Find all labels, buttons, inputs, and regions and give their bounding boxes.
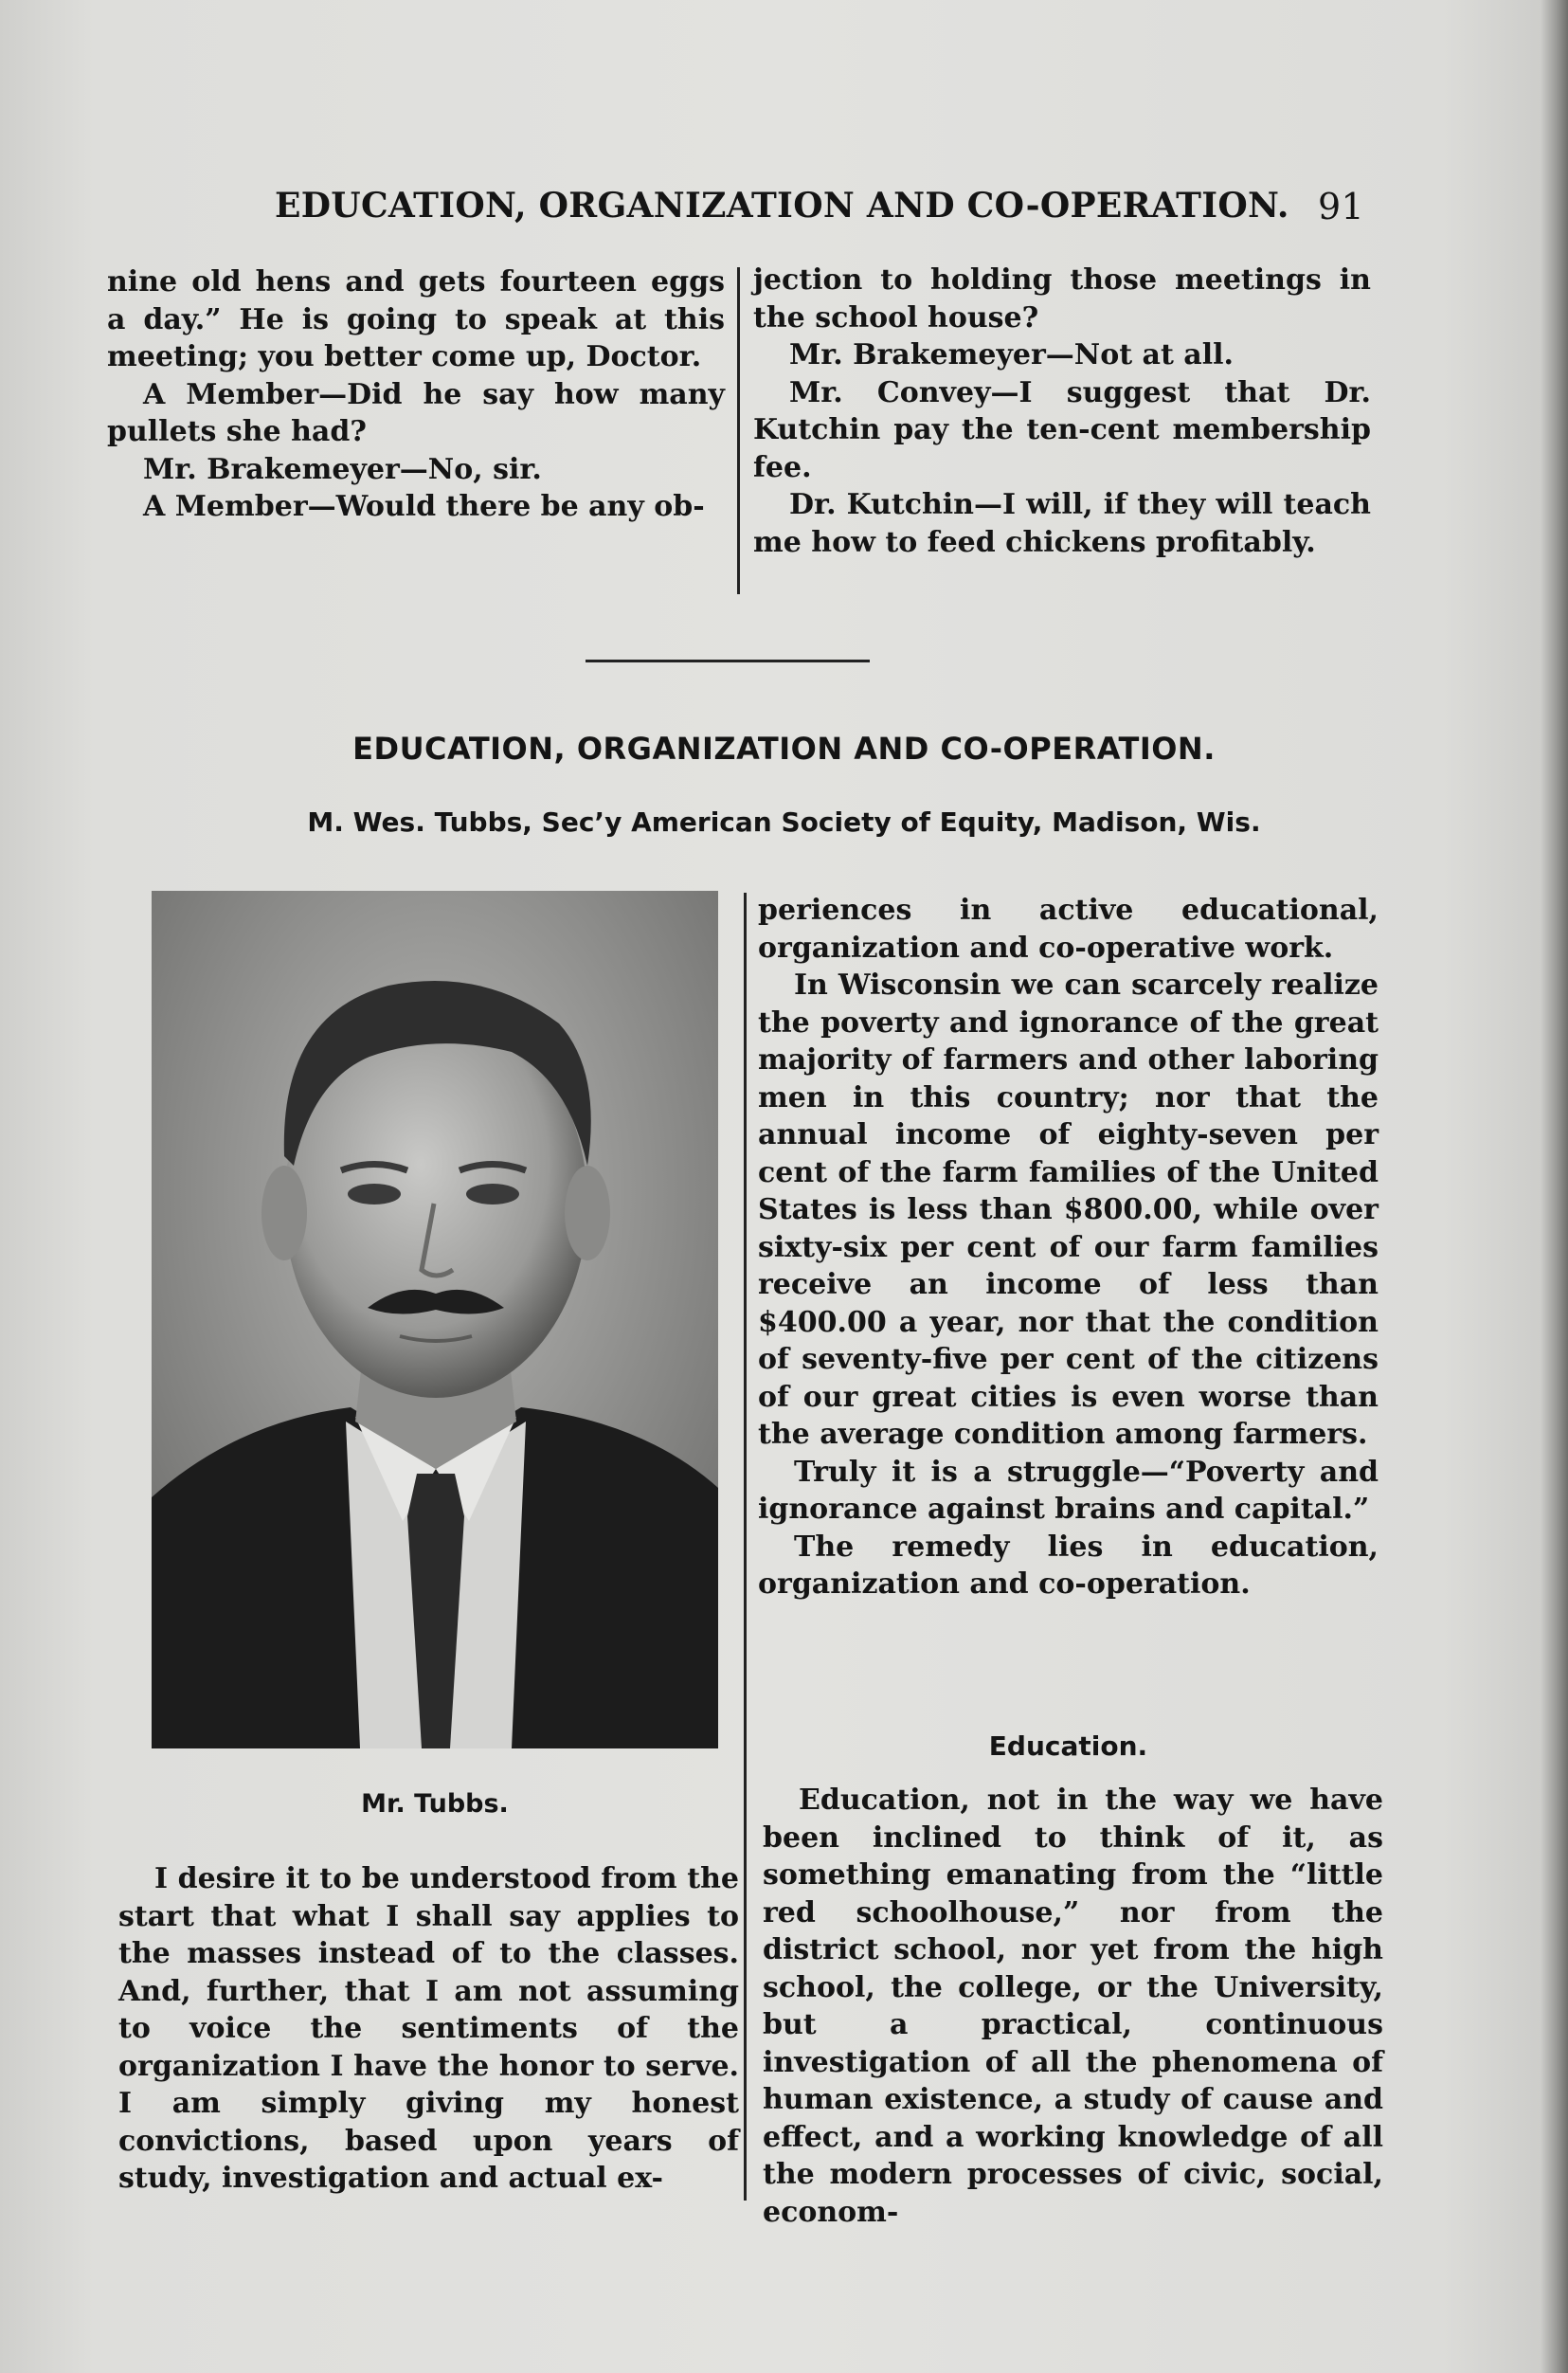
- article-right-column: [758, 892, 1379, 1603]
- paragraph: periences in active educational, organization and co-operative work.: [758, 894, 1379, 965]
- paragraph: In Wisconsin we can scarcely realize the poverty and ignorance of the great majority of farmers and other laboring men in this country; nor that the annual income of eighty-seven per cent of the farm families of the United States is less than $800.00, while over sixty-six per cent of our farm families receive an income of less than $400.00 a year, nor that the condition of seventy-five per cent of the citizens of our great cities is even worse than the average condition among farmers.: [758, 969, 1379, 1451]
- paragraph: A Member—Would there be any ob-: [143, 490, 705, 523]
- education-section-column: [763, 1782, 1383, 2231]
- paragraph: A Member—Did he say how many pullets she had?: [107, 377, 725, 448]
- paragraph: Mr. Convey—I suggest that Dr. Kutchin pay the ten-cent membership fee.: [753, 375, 1371, 484]
- paragraph: Mr. Brakemeyer—Not at all.: [789, 338, 1234, 371]
- paragraph: Dr. Kutchin—I will, if they will teach me how to feed chickens profitably.: [753, 488, 1371, 559]
- article-byline: M. Wes. Tubbs, Sec’y American Society of Equity, Madison, Wis.: [307, 806, 1261, 838]
- paragraph: Mr. Brakemeyer—No, sir.: [143, 452, 542, 486]
- paragraph: jection to holding those meetings in the school house?: [753, 263, 1371, 335]
- article-title: EDUCATION, ORGANIZATION AND CO-OPERATION.: [352, 731, 1216, 767]
- paragraph: nine old hens and gets fourteen eggs a day.” He is going to speak at this meeting; you better come up, Doctor.: [107, 265, 725, 373]
- paragraph: Education, not in the way we have been inclined to think of it, as something emanating from the “little red schoolhouse,” nor from the district school, nor yet from the high school, the college, or the University, but a practical, continuous investigation of all the phenomena of human existence, a study of cause and effect, and a working knowledge of all the modern processes of civic, social, econom-: [763, 1784, 1383, 2229]
- column-divider: [744, 893, 747, 2201]
- section-divider: [586, 660, 870, 662]
- page-edge: [1540, 0, 1568, 2373]
- paragraph: The remedy lies in education, organization and co-operation.: [758, 1530, 1379, 1601]
- paragraph: I desire it to be understood from the start that what I shall say applies to the masses instead of to the classes. And, further, that I am not assuming to voice the sentiments of the organization I have the honor to serve. I am simply giving my honest convictions, based upon years of study, investigation and actual ex-: [118, 1862, 739, 2195]
- author-portrait-photo: [152, 891, 718, 1748]
- running-head: [275, 186, 1383, 233]
- photo-caption: Mr. Tubbs.: [361, 1789, 509, 1819]
- article-left-column: [118, 1860, 739, 2198]
- previous-article-left-column: [107, 263, 725, 526]
- paragraph: Truly it is a struggle—“Poverty and ignorance against brains and capital.”: [758, 1455, 1379, 1526]
- section-subheading: Education.: [988, 1730, 1148, 1762]
- previous-article-right-column: [753, 262, 1371, 561]
- page-number: 91: [1318, 186, 1364, 227]
- running-title: EDUCATION, ORGANIZATION AND CO-OPERATION.: [275, 186, 1289, 226]
- column-divider: [737, 267, 740, 594]
